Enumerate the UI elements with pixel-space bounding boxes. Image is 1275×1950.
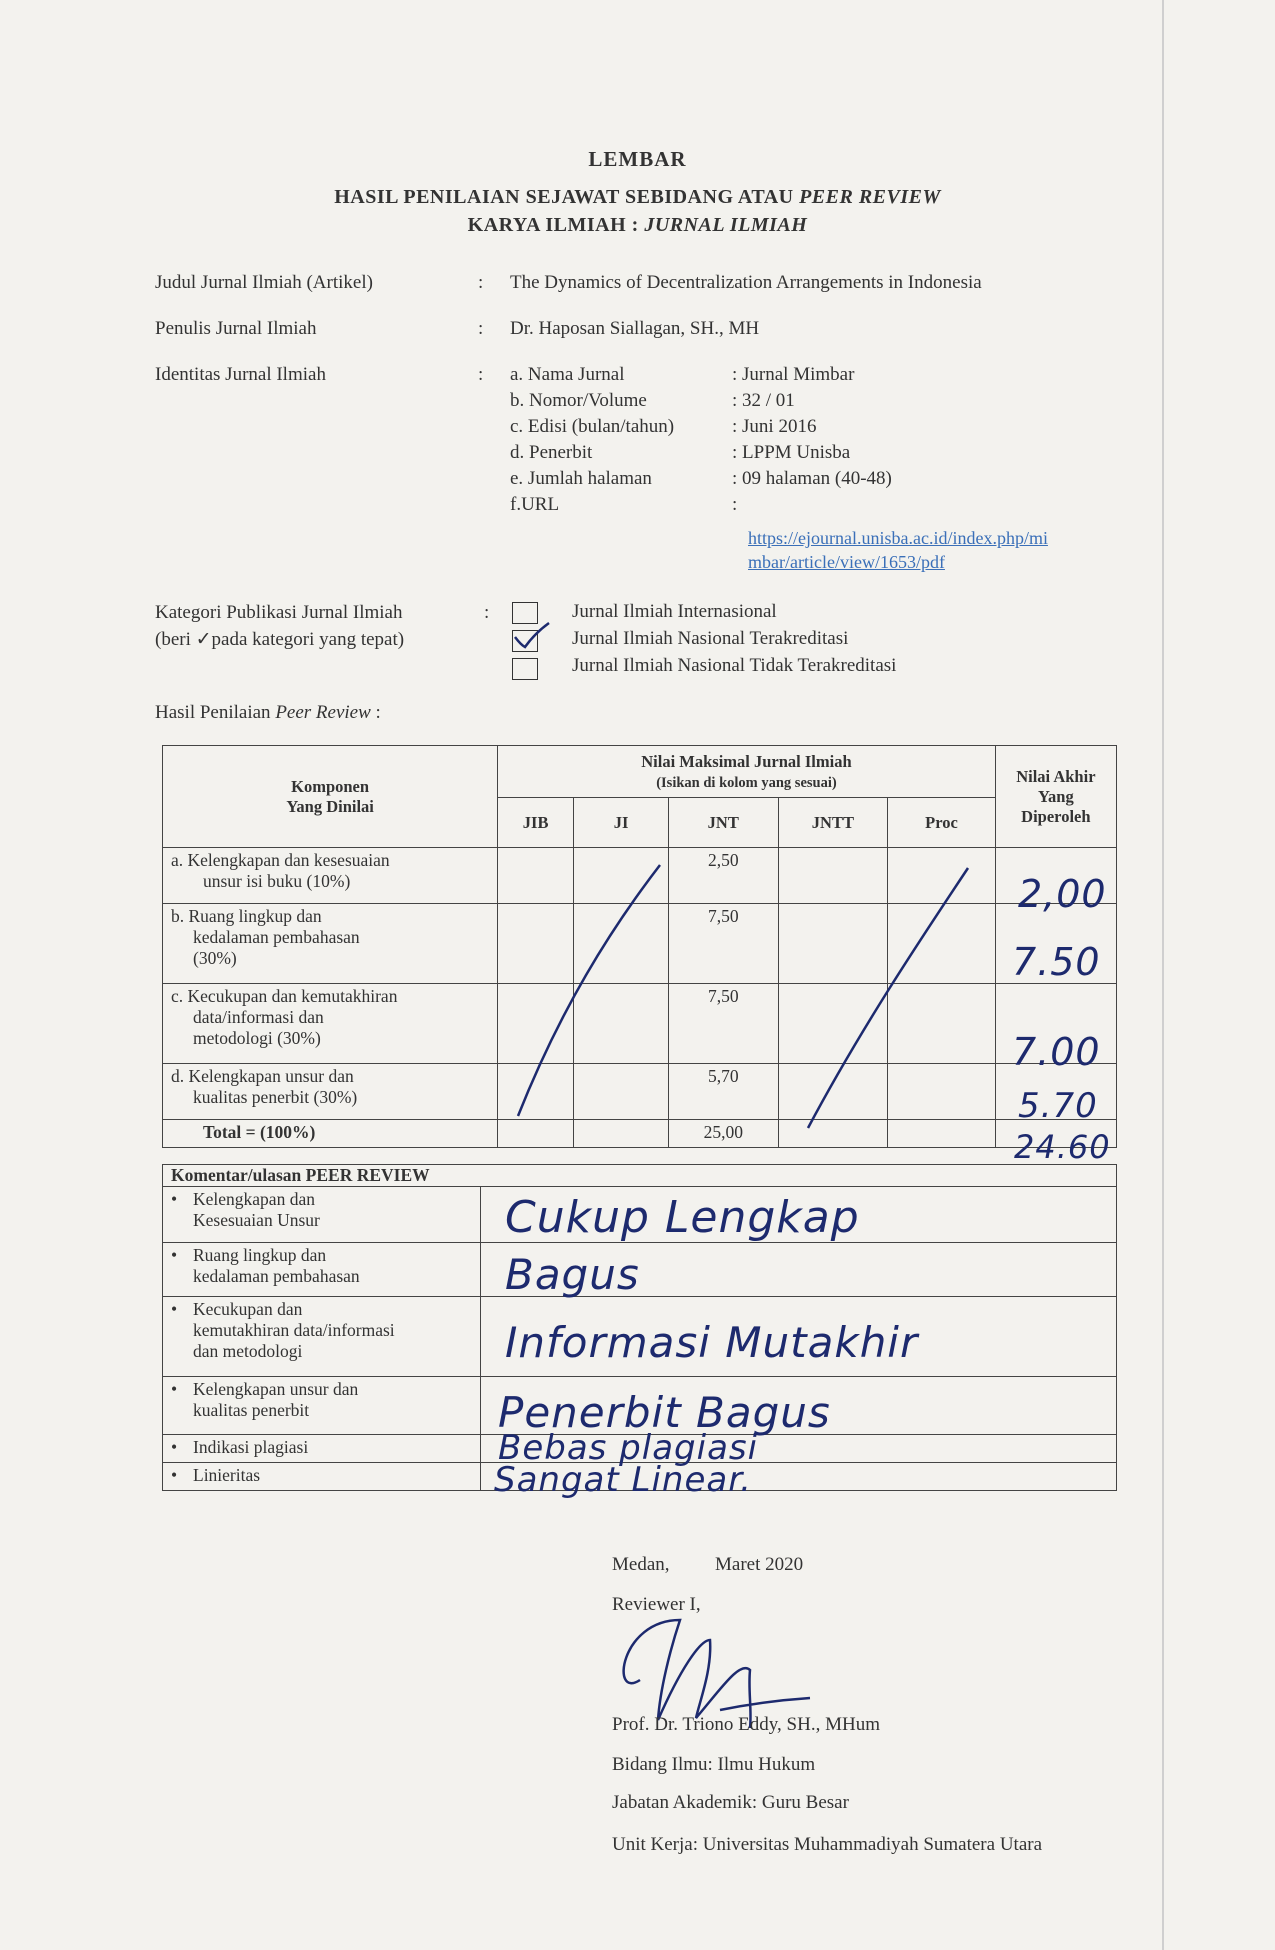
identitas-label: Identitas Jurnal Ilmiah xyxy=(155,364,326,385)
url-link-line2[interactable]: mbar/article/view/1653/pdf xyxy=(748,552,945,572)
row-label: c. Kecukupan dan kemutakhiran data/informasi dan metodologi (30%) xyxy=(163,984,498,1064)
identitas-value: : Jurnal Mimbar xyxy=(732,364,855,385)
kategori-hint: (beri ✓pada kategori yang tepat) xyxy=(155,629,405,650)
list-item: • Indikasi plagiasi xyxy=(163,1435,1117,1463)
identitas-key: a. Nama Jurnal xyxy=(510,364,625,385)
title-lembar: LEMBAR xyxy=(588,147,687,171)
table-row xyxy=(163,984,1117,1064)
jnt-value: 7,50 xyxy=(668,984,778,1064)
identitas-key: e. Jumlah halaman xyxy=(510,468,652,489)
title-karya: KARYA ILMIAH : JURNAL ILMIAH xyxy=(467,214,808,236)
kategori-option: Jurnal Ilmiah Nasional Terakreditasi xyxy=(572,628,849,649)
table-row xyxy=(163,904,1117,984)
scan-edge xyxy=(1162,0,1164,1950)
identitas-value: : LPPM Unisba xyxy=(732,442,851,463)
handwritten-comment: Bebas plagiasi xyxy=(498,1428,759,1468)
penulis-value: Dr. Haposan Siallagan, SH., MH xyxy=(510,318,760,339)
hasil-label: Hasil Penilaian Peer Review : xyxy=(155,702,381,723)
identitas-value: : xyxy=(732,494,738,515)
col-jib: JIB xyxy=(498,798,574,848)
list-item: • Kelengkapan dan Kesesuaian Unsur xyxy=(163,1187,1117,1243)
jnt-value: 7,50 xyxy=(668,904,778,984)
kategori-label: Kategori Publikasi Jurnal Ilmiah xyxy=(155,602,403,623)
sign-role: Reviewer I, xyxy=(612,1594,701,1615)
score-table xyxy=(162,745,1117,1148)
akhir-value: 2,00 xyxy=(1018,872,1107,916)
komentar-header: Komentar/ulasan PEER REVIEW xyxy=(163,1165,1117,1187)
judul-value: The Dynamics of Decentralization Arrangements in Indonesia xyxy=(510,272,982,293)
signature-icon xyxy=(600,1610,820,1730)
identitas-value: : 09 halaman (40-48) xyxy=(732,468,892,489)
penulis-colon: : xyxy=(478,318,484,339)
jnt-value: 5,70 xyxy=(668,1064,778,1120)
judul-label: Judul Jurnal Ilmiah (Artikel) xyxy=(155,272,373,293)
identitas-key: d. Penerbit xyxy=(510,442,593,463)
identitas-key: c. Edisi (bulan/tahun) xyxy=(510,416,675,437)
akhir-value: 7.50 xyxy=(1012,940,1101,984)
identitas-value: : 32 / 01 xyxy=(732,390,795,411)
row-label: d. Kelengkapan unsur dan kualitas penerbit (30%) xyxy=(163,1064,498,1120)
sign-place: Medan, xyxy=(612,1554,670,1575)
handwritten-comment: Bagus xyxy=(505,1250,640,1299)
total-akhir: 24.60 xyxy=(1014,1128,1111,1166)
col-ji: JI xyxy=(574,798,669,848)
col-jnt: JNT xyxy=(668,798,778,848)
handwritten-comment: Cukup Lengkap xyxy=(505,1192,860,1243)
table-row xyxy=(163,1064,1117,1120)
url-link-line1[interactable]: https://ejournal.unisba.ac.id/index.php/mi xyxy=(748,528,1048,548)
checkmark-icon xyxy=(511,621,551,651)
kategori-option: Jurnal Ilmiah Nasional Tidak Terakreditasi xyxy=(572,655,897,676)
row-label: b. Ruang lingkup dan kedalaman pembahasan (30%) xyxy=(163,904,498,984)
akhir-value: 5.70 xyxy=(1018,1086,1098,1126)
checkbox-nasional-terakreditasi[interactable] xyxy=(512,630,538,652)
penulis-label: Penulis Jurnal Ilmiah xyxy=(155,318,317,339)
list-item: • Kelengkapan unsur dan kualitas penerbit xyxy=(163,1377,1117,1435)
total-row xyxy=(163,1120,1117,1148)
col-proc: Proc xyxy=(888,798,996,848)
list-item: • Kecukupan dan kemutakhiran data/informasi dan metodologi xyxy=(163,1297,1117,1377)
kategori-option: Jurnal Ilmiah Internasional xyxy=(572,601,777,622)
reviewer-jabatan: Jabatan Akademik: Guru Besar xyxy=(612,1792,849,1813)
handwritten-comment: Informasi Mutakhir xyxy=(505,1318,919,1367)
handwritten-comment: Sangat Linear. xyxy=(494,1460,752,1500)
identitas-key: b. Nomor/Volume xyxy=(510,390,647,411)
table-row xyxy=(163,848,1117,904)
reviewer-unit: Unit Kerja: Universitas Muhammadiyah Sumatera Utara xyxy=(612,1834,1043,1855)
jnt-value: 2,50 xyxy=(668,848,778,904)
checkbox-nasional-tidak[interactable] xyxy=(512,658,538,680)
total-label: Total = (100%) xyxy=(163,1120,498,1148)
sign-date: Maret 2020 xyxy=(715,1554,804,1575)
list-item: • Ruang lingkup dan kedalaman pembahasan xyxy=(163,1243,1117,1297)
akhir-value: 7.00 xyxy=(1012,1030,1101,1074)
nilai-akhir-header: Nilai Akhir Yang Diperoleh xyxy=(995,746,1116,848)
identitas-value: : Juni 2016 xyxy=(732,416,817,437)
list-item: • Linieritas xyxy=(163,1463,1117,1491)
nilai-maks-header: Nilai Maksimal Jurnal Ilmiah (Isikan di kolom yang sesuai) xyxy=(498,746,996,798)
handwritten-comment: Penerbit Bagus xyxy=(498,1388,831,1437)
komponen-header: Komponen Yang Dinilai xyxy=(163,746,498,848)
reviewer-bidang: Bidang Ilmu: Ilmu Hukum xyxy=(612,1754,816,1775)
reviewer-name: Prof. Dr. Triono Eddy, SH., MHum xyxy=(612,1714,880,1735)
row-label: a. Kelengkapan dan kesesuaian unsur isi buku (10%) xyxy=(163,848,498,904)
col-jntt: JNTT xyxy=(778,798,888,848)
identitas-key: f.URL xyxy=(510,494,560,515)
title-hasil: HASIL PENILAIAN SEJAWAT SEBIDANG ATAU PEER REVIEW xyxy=(334,186,941,208)
judul-colon: : xyxy=(478,272,484,293)
identitas-colon: : xyxy=(478,364,484,385)
kategori-colon: : xyxy=(484,602,490,623)
total-jnt: 25,00 xyxy=(668,1120,778,1148)
